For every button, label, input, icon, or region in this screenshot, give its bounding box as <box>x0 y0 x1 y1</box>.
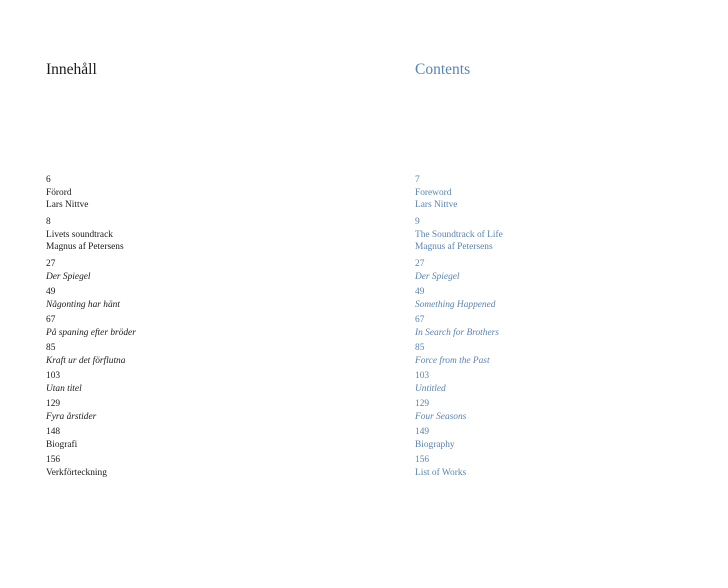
english-toc-entry <box>415 314 499 339</box>
swedish-toc-entry <box>46 454 107 479</box>
page-number: 27 <box>415 259 425 269</box>
entry-title: Der Spiegel <box>415 271 460 282</box>
swedish-toc-entry <box>46 370 82 395</box>
entry-author: Magnus af Petersens <box>415 242 493 253</box>
entry-title: In Search for Brothers <box>415 327 499 338</box>
english-toc-entry <box>415 454 466 479</box>
swedish-contents-page <box>46 0 366 588</box>
entry-title: Livets soundtrack <box>46 229 113 240</box>
swedish-toc-entry <box>46 314 136 339</box>
page-number: 103 <box>46 371 61 381</box>
swedish-toc-entry <box>46 342 125 367</box>
page-number: 85 <box>46 343 56 353</box>
page-number: 149 <box>415 427 430 437</box>
swedish-toc-entry <box>46 426 77 451</box>
page-number: 129 <box>46 399 61 409</box>
english-toc-entry <box>415 174 457 212</box>
page-number: 49 <box>46 287 56 297</box>
page-number: 129 <box>415 399 430 409</box>
page-number: 156 <box>415 455 430 465</box>
page-number: 49 <box>415 287 425 297</box>
page-number: 27 <box>46 259 56 269</box>
page-number: 67 <box>46 315 56 325</box>
swedish-toc-entry <box>46 286 120 311</box>
swedish-heading: Innehåll <box>46 61 97 78</box>
entry-title: The Soundtrack of Life <box>415 229 503 240</box>
page-number: 67 <box>415 315 425 325</box>
page-number: 6 <box>46 175 51 185</box>
entry-title: Foreword <box>415 187 452 198</box>
entry-title: Verkförteckning <box>46 467 107 478</box>
english-toc-entry <box>415 398 466 423</box>
entry-title: Fyra årstider <box>46 411 97 422</box>
entry-author: Lars Nittve <box>46 200 89 211</box>
english-contents-page <box>415 0 715 588</box>
page-number: 8 <box>46 217 51 227</box>
swedish-toc-entry <box>46 258 91 283</box>
entry-author: Magnus af Petersens <box>46 242 124 253</box>
entry-title: Untitled <box>415 383 446 394</box>
entry-title: Kraft ur det förflutna <box>46 355 126 366</box>
english-toc-entry <box>415 426 455 451</box>
english-toc-entry <box>415 216 503 254</box>
english-toc-entry <box>415 286 495 311</box>
entry-title: På spaning efter bröder <box>46 327 136 338</box>
entry-title: List of Works <box>415 467 467 478</box>
entry-title: Någonting har hänt <box>46 299 120 310</box>
entry-title: Biography <box>415 439 455 450</box>
page-number: 85 <box>415 343 425 353</box>
entry-title: Something Happened <box>415 299 496 310</box>
swedish-toc-entry <box>46 216 124 254</box>
page-number: 103 <box>415 371 430 381</box>
entry-title: Utan titel <box>46 383 82 394</box>
page-number: 148 <box>46 427 61 437</box>
english-toc-entry <box>415 258 460 283</box>
english-toc-entry <box>415 370 446 395</box>
page-number: 9 <box>415 217 420 227</box>
entry-title: Förord <box>46 187 72 198</box>
swedish-toc-entry <box>46 398 96 423</box>
swedish-toc-entry <box>46 174 88 212</box>
entry-author: Lars Nittve <box>415 200 458 211</box>
entry-title: Four Seasons <box>415 411 467 422</box>
entry-title: Force from the Past <box>415 355 490 366</box>
entry-title: Der Spiegel <box>46 271 91 282</box>
page-number: 156 <box>46 455 61 465</box>
page-number: 7 <box>415 175 420 185</box>
english-heading: Contents <box>415 61 471 78</box>
entry-title: Biografi <box>46 439 78 450</box>
english-toc-entry <box>415 342 490 367</box>
